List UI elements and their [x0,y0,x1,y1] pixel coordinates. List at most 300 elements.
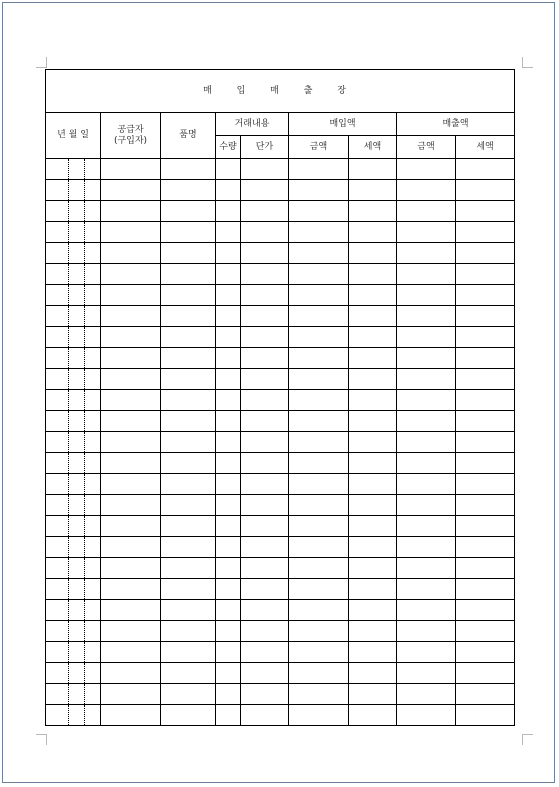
supplier-cell[interactable] [101,495,161,516]
sales-amount-cell[interactable] [397,516,456,537]
purchase-amount-cell[interactable] [289,264,349,285]
sales-amount-cell[interactable] [397,201,456,222]
supplier-cell[interactable] [101,642,161,663]
purchase-tax-cell[interactable] [349,411,397,432]
table-row [46,432,515,453]
sales-tax-cell[interactable] [456,663,515,684]
quantity-cell[interactable] [216,159,241,180]
supplier-cell[interactable] [101,411,161,432]
month-cell[interactable] [69,369,85,390]
day-cell[interactable] [85,663,101,684]
purchase-amount-cell[interactable] [289,600,349,621]
month-cell[interactable] [69,264,85,285]
item-cell[interactable] [161,369,216,390]
sales-tax-cell[interactable] [456,264,515,285]
year-cell[interactable] [46,369,69,390]
day-cell[interactable] [85,558,101,579]
purchase-tax-cell[interactable] [349,348,397,369]
day-cell[interactable] [85,579,101,600]
year-cell[interactable] [46,516,69,537]
sales-amount-cell[interactable] [397,243,456,264]
unit-price-cell[interactable] [241,390,289,411]
year-cell[interactable] [46,306,69,327]
month-cell[interactable] [69,243,85,264]
purchase-tax-cell[interactable] [349,537,397,558]
supplier-cell[interactable] [101,516,161,537]
day-cell[interactable] [85,600,101,621]
purchase-tax-cell[interactable] [349,579,397,600]
unit-price-cell[interactable] [241,180,289,201]
day-cell[interactable] [85,621,101,642]
month-cell[interactable] [69,558,85,579]
day-cell[interactable] [85,432,101,453]
sales-tax-cell[interactable] [456,684,515,705]
item-cell[interactable] [161,495,216,516]
purchase-tax-cell[interactable] [349,684,397,705]
month-cell[interactable] [69,411,85,432]
supplier-cell[interactable] [101,180,161,201]
quantity-cell[interactable] [216,432,241,453]
month-cell[interactable] [69,201,85,222]
sales-amount-cell[interactable] [397,285,456,306]
sales-tax-cell[interactable] [456,579,515,600]
month-cell[interactable] [69,285,85,306]
unit-price-cell[interactable] [241,558,289,579]
day-cell[interactable] [85,453,101,474]
purchase-tax-cell[interactable] [349,600,397,621]
day-cell[interactable] [85,495,101,516]
supplier-cell[interactable] [101,621,161,642]
supplier-cell[interactable] [101,369,161,390]
sales-amount-cell[interactable] [397,600,456,621]
month-cell[interactable] [69,642,85,663]
quantity-cell[interactable] [216,642,241,663]
quantity-cell[interactable] [216,180,241,201]
sales-tax-cell[interactable] [456,180,515,201]
quantity-cell[interactable] [216,684,241,705]
quantity-cell[interactable] [216,222,241,243]
quantity-cell[interactable] [216,348,241,369]
unit-price-cell[interactable] [241,537,289,558]
purchase-tax-cell[interactable] [349,621,397,642]
year-cell[interactable] [46,558,69,579]
purchase-tax-cell[interactable] [349,222,397,243]
unit-price-cell[interactable] [241,705,289,726]
day-cell[interactable] [85,537,101,558]
purchase-tax-cell[interactable] [349,390,397,411]
document-title: 매 입 매 출 장 [46,70,515,113]
item-cell[interactable] [161,264,216,285]
purchase-tax-cell[interactable] [349,663,397,684]
purchase-tax-cell[interactable] [349,432,397,453]
purchase-tax-cell[interactable] [349,369,397,390]
year-cell[interactable] [46,285,69,306]
item-cell[interactable] [161,600,216,621]
unit-price-cell[interactable] [241,453,289,474]
supplier-cell[interactable] [101,453,161,474]
sales-tax-cell[interactable] [456,432,515,453]
year-cell[interactable] [46,243,69,264]
quantity-cell[interactable] [216,369,241,390]
unit-price-cell[interactable] [241,642,289,663]
purchase-amount-cell[interactable] [289,369,349,390]
sales-tax-cell[interactable] [456,369,515,390]
day-cell[interactable] [85,348,101,369]
purchase-tax-cell[interactable] [349,705,397,726]
quantity-cell[interactable] [216,327,241,348]
month-cell[interactable] [69,495,85,516]
purchase-amount-cell[interactable] [289,579,349,600]
purchase-amount-cell[interactable] [289,621,349,642]
supplier-cell[interactable] [101,432,161,453]
sales-amount-cell[interactable] [397,432,456,453]
day-cell[interactable] [85,180,101,201]
quantity-cell[interactable] [216,201,241,222]
sales-tax-cell[interactable] [456,411,515,432]
year-cell[interactable] [46,495,69,516]
year-cell[interactable] [46,663,69,684]
sales-amount-cell[interactable] [397,159,456,180]
supplier-cell[interactable] [101,243,161,264]
day-cell[interactable] [85,705,101,726]
month-cell[interactable] [69,432,85,453]
sales-amount-cell[interactable] [397,222,456,243]
supplier-cell[interactable] [101,264,161,285]
purchase-amount-cell[interactable] [289,663,349,684]
day-cell[interactable] [85,306,101,327]
quantity-cell[interactable] [216,495,241,516]
purchase-amount-cell[interactable] [289,411,349,432]
day-cell[interactable] [85,474,101,495]
month-cell[interactable] [69,390,85,411]
item-cell[interactable] [161,159,216,180]
sales-amount-cell[interactable] [397,327,456,348]
quantity-cell[interactable] [216,600,241,621]
item-cell[interactable] [161,411,216,432]
month-cell[interactable] [69,684,85,705]
year-cell[interactable] [46,222,69,243]
year-cell[interactable] [46,642,69,663]
purchase-amount-cell[interactable] [289,285,349,306]
year-cell[interactable] [46,348,69,369]
sales-tax-cell[interactable] [456,642,515,663]
sales-amount-cell[interactable] [397,684,456,705]
purchase-tax-cell[interactable] [349,474,397,495]
day-cell[interactable] [85,390,101,411]
quantity-cell[interactable] [216,474,241,495]
supplier-cell[interactable] [101,285,161,306]
day-cell[interactable] [85,201,101,222]
year-cell[interactable] [46,264,69,285]
quantity-cell[interactable] [216,285,241,306]
purchase-amount-cell[interactable] [289,348,349,369]
year-cell[interactable] [46,621,69,642]
sales-tax-cell[interactable] [456,243,515,264]
year-cell[interactable] [46,537,69,558]
year-cell[interactable] [46,453,69,474]
item-cell[interactable] [161,348,216,369]
supplier-cell[interactable] [101,663,161,684]
sales-tax-cell[interactable] [456,495,515,516]
day-cell[interactable] [85,243,101,264]
month-cell[interactable] [69,348,85,369]
day-cell[interactable] [85,264,101,285]
item-cell[interactable] [161,705,216,726]
sales-tax-cell[interactable] [456,306,515,327]
supplier-cell[interactable] [101,537,161,558]
unit-price-cell[interactable] [241,159,289,180]
sales-tax-cell[interactable] [456,537,515,558]
quantity-cell[interactable] [216,558,241,579]
supplier-cell[interactable] [101,390,161,411]
sales-tax-cell[interactable] [456,201,515,222]
month-cell[interactable] [69,537,85,558]
purchase-tax-cell[interactable] [349,201,397,222]
purchase-tax-cell[interactable] [349,558,397,579]
sales-tax-cell[interactable] [456,222,515,243]
purchase-tax-cell[interactable] [349,285,397,306]
sales-amount-cell[interactable] [397,621,456,642]
purchase-amount-cell[interactable] [289,558,349,579]
sales-tax-cell[interactable] [456,390,515,411]
purchase-amount-cell[interactable] [289,453,349,474]
purchase-tax-cell[interactable] [349,453,397,474]
year-cell[interactable] [46,579,69,600]
supplier-cell[interactable] [101,705,161,726]
purchase-amount-cell[interactable] [289,537,349,558]
day-cell[interactable] [85,222,101,243]
year-cell[interactable] [46,201,69,222]
sales-amount-cell[interactable] [397,453,456,474]
sales-tax-cell[interactable] [456,159,515,180]
purchase-tax-cell[interactable] [349,642,397,663]
item-cell[interactable] [161,537,216,558]
sales-amount-cell[interactable] [397,369,456,390]
purchase-amount-cell[interactable] [289,516,349,537]
month-cell[interactable] [69,663,85,684]
sales-tax-cell[interactable] [456,348,515,369]
sales-amount-cell[interactable] [397,306,456,327]
purchase-tax-cell[interactable] [349,180,397,201]
quantity-cell[interactable] [216,537,241,558]
sales-amount-cell[interactable] [397,642,456,663]
purchase-tax-cell[interactable] [349,516,397,537]
sales-tax-cell[interactable] [456,474,515,495]
unit-price-cell[interactable] [241,411,289,432]
year-cell[interactable] [46,159,69,180]
unit-price-cell[interactable] [241,243,289,264]
purchase-amount-cell[interactable] [289,474,349,495]
purchase-amount-cell[interactable] [289,201,349,222]
supplier-cell[interactable] [101,306,161,327]
year-cell[interactable] [46,600,69,621]
sales-tax-cell[interactable] [456,705,515,726]
unit-price-cell[interactable] [241,516,289,537]
sales-amount-cell[interactable] [397,348,456,369]
item-cell[interactable] [161,474,216,495]
month-cell[interactable] [69,579,85,600]
year-cell[interactable] [46,705,69,726]
quantity-cell[interactable] [216,411,241,432]
month-cell[interactable] [69,600,85,621]
sales-amount-cell[interactable] [397,474,456,495]
quantity-cell[interactable] [216,243,241,264]
quantity-cell[interactable] [216,579,241,600]
month-cell[interactable] [69,327,85,348]
month-cell[interactable] [69,474,85,495]
month-cell[interactable] [69,705,85,726]
quantity-cell[interactable] [216,705,241,726]
month-cell[interactable] [69,306,85,327]
month-cell[interactable] [69,222,85,243]
unit-price-cell[interactable] [241,495,289,516]
quantity-cell[interactable] [216,516,241,537]
purchase-tax-cell[interactable] [349,327,397,348]
supplier-cell[interactable] [101,579,161,600]
purchase-tax-cell[interactable] [349,306,397,327]
purchase-amount-cell[interactable] [289,327,349,348]
purchase-amount-cell[interactable] [289,495,349,516]
day-cell[interactable] [85,285,101,306]
sales-amount-cell[interactable] [397,495,456,516]
quantity-cell[interactable] [216,390,241,411]
item-cell[interactable] [161,558,216,579]
item-cell[interactable] [161,201,216,222]
purchase-amount-cell[interactable] [289,705,349,726]
month-cell[interactable] [69,516,85,537]
day-cell[interactable] [85,159,101,180]
unit-price-cell[interactable] [241,201,289,222]
sales-tax-cell[interactable] [456,600,515,621]
sales-amount-cell[interactable] [397,180,456,201]
unit-price-cell[interactable] [241,369,289,390]
day-cell[interactable] [85,642,101,663]
unit-price-cell[interactable] [241,348,289,369]
quantity-cell[interactable] [216,306,241,327]
sales-amount-cell[interactable] [397,705,456,726]
sales-tax-cell[interactable] [456,453,515,474]
purchase-tax-cell[interactable] [349,243,397,264]
day-cell[interactable] [85,369,101,390]
supplier-cell[interactable] [101,474,161,495]
purchase-amount-cell[interactable] [289,180,349,201]
day-cell[interactable] [85,411,101,432]
quantity-cell[interactable] [216,621,241,642]
item-cell[interactable] [161,180,216,201]
supplier-cell[interactable] [101,348,161,369]
item-cell[interactable] [161,684,216,705]
sales-amount-cell[interactable] [397,411,456,432]
sales-tax-cell[interactable] [456,621,515,642]
purchase-amount-cell[interactable] [289,243,349,264]
supplier-cell[interactable] [101,558,161,579]
quantity-cell[interactable] [216,264,241,285]
item-cell[interactable] [161,306,216,327]
supplier-cell[interactable] [101,600,161,621]
supplier-cell[interactable] [101,684,161,705]
unit-price-cell[interactable] [241,264,289,285]
supplier-cell[interactable] [101,222,161,243]
year-cell[interactable] [46,684,69,705]
sales-tax-cell[interactable] [456,285,515,306]
purchase-amount-cell[interactable] [289,390,349,411]
purchase-tax-cell[interactable] [349,159,397,180]
year-cell[interactable] [46,327,69,348]
item-cell[interactable] [161,663,216,684]
day-cell[interactable] [85,684,101,705]
day-cell[interactable] [85,516,101,537]
supplier-cell[interactable] [101,159,161,180]
month-cell[interactable] [69,621,85,642]
month-cell[interactable] [69,453,85,474]
year-cell[interactable] [46,474,69,495]
month-cell[interactable] [69,159,85,180]
day-cell[interactable] [85,327,101,348]
purchase-amount-cell[interactable] [289,159,349,180]
month-cell[interactable] [69,180,85,201]
unit-price-cell[interactable] [241,327,289,348]
item-cell[interactable] [161,642,216,663]
sales-amount-cell[interactable] [397,264,456,285]
unit-price-cell[interactable] [241,579,289,600]
item-cell[interactable] [161,327,216,348]
purchase-amount-cell[interactable] [289,432,349,453]
supplier-cell[interactable] [101,201,161,222]
unit-price-cell[interactable] [241,474,289,495]
sales-amount-cell[interactable] [397,537,456,558]
purchase-amount-cell[interactable] [289,642,349,663]
item-cell[interactable] [161,621,216,642]
year-cell[interactable] [46,390,69,411]
purchase-amount-cell[interactable] [289,306,349,327]
year-cell[interactable] [46,411,69,432]
unit-price-cell[interactable] [241,285,289,306]
item-cell[interactable] [161,579,216,600]
sales-tax-cell[interactable] [456,558,515,579]
purchase-tax-cell[interactable] [349,495,397,516]
unit-price-cell[interactable] [241,684,289,705]
quantity-cell[interactable] [216,453,241,474]
sales-amount-cell[interactable] [397,579,456,600]
table-row [46,348,515,369]
sales-amount-cell[interactable] [397,663,456,684]
item-cell[interactable] [161,390,216,411]
sales-tax-cell[interactable] [456,516,515,537]
year-cell[interactable] [46,432,69,453]
supplier-cell[interactable] [101,327,161,348]
item-cell[interactable] [161,285,216,306]
purchase-amount-cell[interactable] [289,222,349,243]
purchase-tax-cell[interactable] [349,264,397,285]
unit-price-cell[interactable] [241,306,289,327]
item-cell[interactable] [161,432,216,453]
unit-price-cell[interactable] [241,222,289,243]
sales-tax-cell[interactable] [456,327,515,348]
sales-amount-cell[interactable] [397,558,456,579]
unit-price-cell[interactable] [241,600,289,621]
item-cell[interactable] [161,516,216,537]
purchase-amount-cell[interactable] [289,684,349,705]
item-cell[interactable] [161,222,216,243]
item-cell[interactable] [161,453,216,474]
unit-price-cell[interactable] [241,663,289,684]
item-cell[interactable] [161,243,216,264]
year-cell[interactable] [46,180,69,201]
sales-amount-cell[interactable] [397,390,456,411]
unit-price-cell[interactable] [241,621,289,642]
quantity-cell[interactable] [216,663,241,684]
unit-price-cell[interactable] [241,432,289,453]
